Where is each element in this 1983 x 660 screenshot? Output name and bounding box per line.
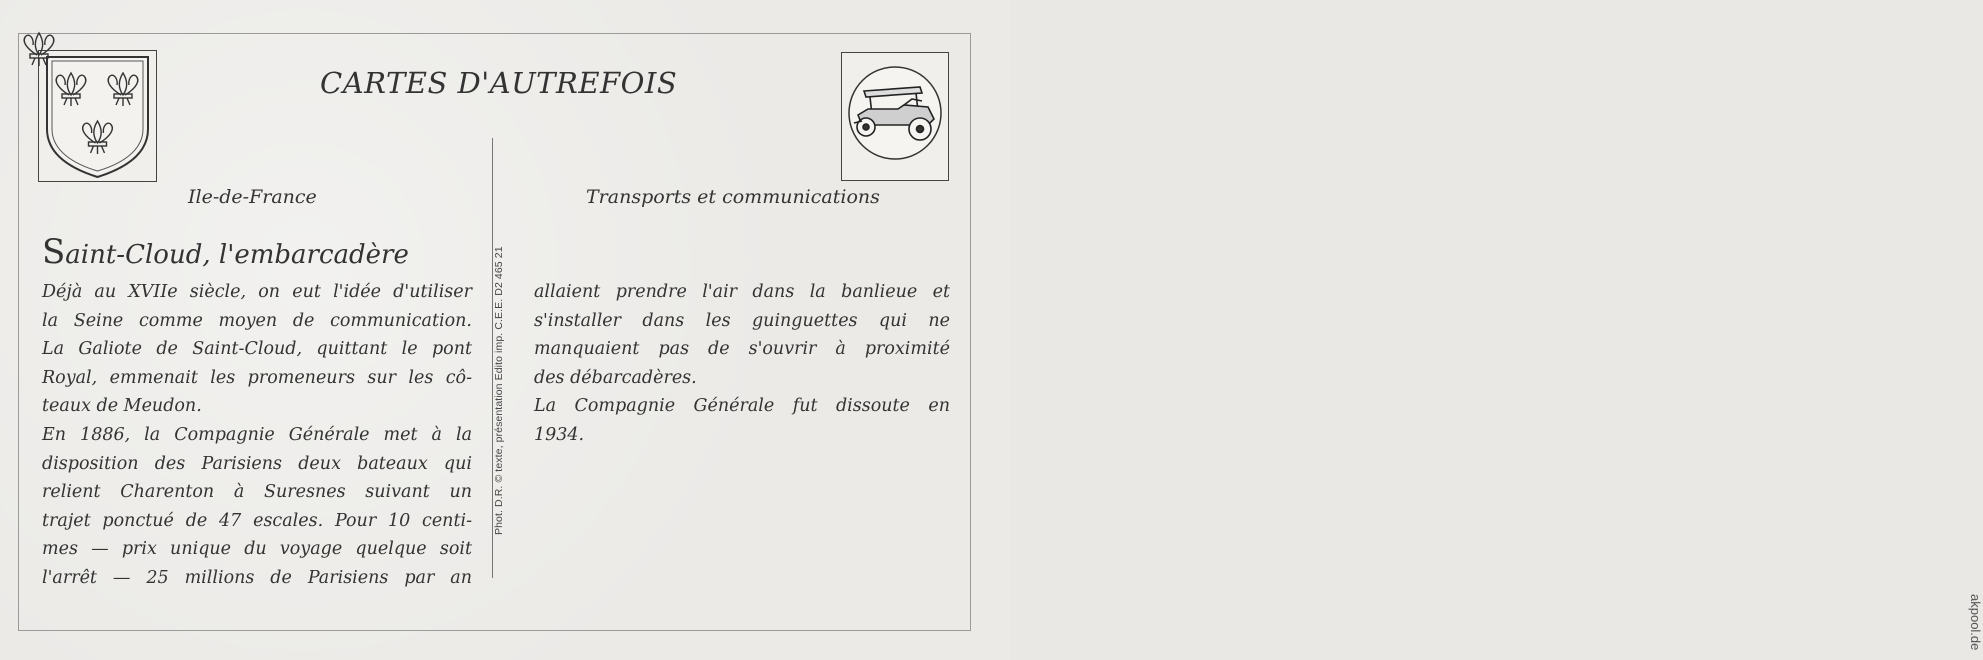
text-line: trajet ponctué de 47 escales. Pour 10 centi- xyxy=(42,510,472,531)
vintage-car-icon xyxy=(841,52,949,181)
theme-label: Transports et communications xyxy=(586,186,880,208)
text-line: 1934. xyxy=(534,424,585,445)
text-line: s'installer dans les guinguettes qui ne xyxy=(534,310,950,331)
region-label: Ile-de-France xyxy=(188,186,317,208)
text-line: allaient prendre l'air dans la banlieue et xyxy=(534,282,950,302)
text-line: Royal, emmenait les promeneurs sur les cô- xyxy=(42,367,472,388)
heading-text: aint-Cloud, l'embarcadère xyxy=(65,240,409,270)
watermark-container xyxy=(983,296,1983,651)
text-line: manquaient pas de s'ouvrir à proximité xyxy=(534,339,950,360)
site-watermark: akpool.de xyxy=(1968,594,1983,651)
left-text-column xyxy=(42,278,472,593)
text-line: disposition des Parisiens deux bateaux qui xyxy=(42,453,472,474)
text-line: des débarcadères. xyxy=(534,367,697,388)
text-line: La Compagnie Générale fut dissoute en xyxy=(534,396,950,417)
series-title: CARTES D'AUTREFOIS xyxy=(320,66,678,100)
text-line: mes — prix unique du voyage quelque soit xyxy=(42,539,472,560)
publisher-credit: Phot. D.R. © texte, présentation Edito imp. C.E.E. D2 465 21 xyxy=(493,246,505,535)
text-line: la Seine comme moyen de communication. xyxy=(42,310,472,331)
text-line: l'arrêt — 25 millions de Parisiens par an xyxy=(42,567,472,588)
text-line: relient Charenton à Suresnes suivant un xyxy=(42,482,472,503)
text-line: teaux de Meudon. xyxy=(42,396,202,417)
right-text-column xyxy=(534,278,950,450)
heading-initial: S xyxy=(42,232,66,272)
text-line: Déjà au XVIIe siècle, on eut l'idée d'utiliser xyxy=(42,282,472,302)
fleur-de-lis-shield-icon xyxy=(38,50,157,182)
text-line: En 1886, la Compagnie Générale met à la xyxy=(42,424,472,445)
text-line: La Galiote de Saint-Cloud, quittant le pont xyxy=(42,339,472,360)
article-heading xyxy=(42,232,409,272)
